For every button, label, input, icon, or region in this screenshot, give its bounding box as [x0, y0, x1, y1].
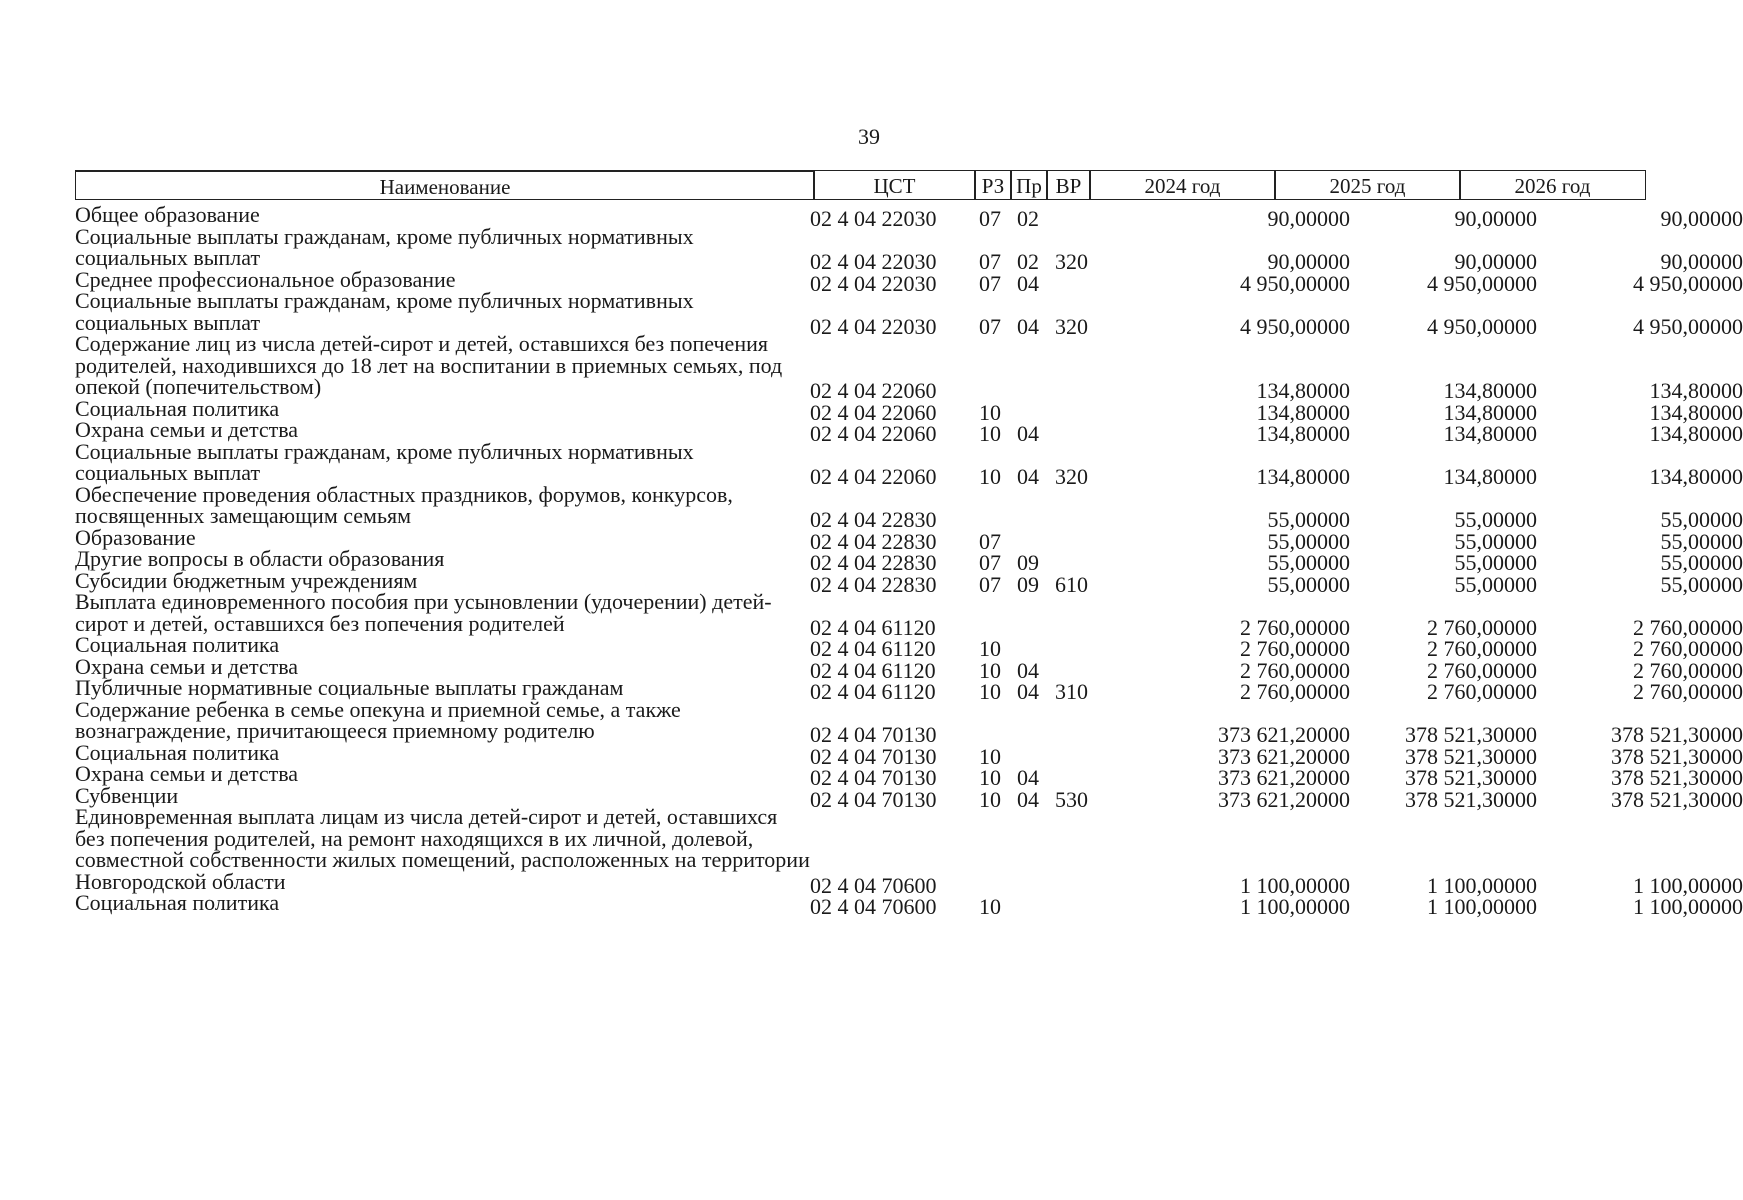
table-row [75, 288, 1743, 339]
cell-2024: 1 100,00000 [1240, 894, 1350, 919]
table-row [75, 782, 1743, 812]
cell-2024: 90,00000 [1267, 249, 1350, 274]
cell-vr: 320 [1055, 249, 1088, 274]
cell-pr: 09 [1017, 550, 1039, 575]
cell-cst: 02 4 04 61120 [810, 636, 936, 661]
cell-2024: 134,80000 [1256, 464, 1350, 489]
table-row [75, 417, 1743, 446]
table-row [75, 331, 1743, 403]
cell-name: Субсидии бюджетным учреждениям [75, 567, 418, 593]
table-row [75, 675, 1743, 704]
cell-2025: 378 521,30000 [1405, 722, 1537, 747]
cell-cst: 02 4 04 22030 [810, 313, 937, 339]
cell-2026: 55,00000 [1660, 528, 1743, 554]
cell-cst: 02 4 04 70600 [810, 894, 937, 919]
cell-rz: 07 [979, 206, 1001, 231]
cell-2025: 134,80000 [1443, 378, 1537, 403]
cell-2024: 2 760,00000 [1240, 636, 1350, 661]
table-row [75, 546, 1743, 575]
cell-2024: 55,00000 [1267, 550, 1350, 575]
cell-pr: 04 [1017, 421, 1039, 446]
cell-2025: 2 760,00000 [1427, 657, 1537, 683]
table-row [75, 804, 1743, 898]
table-row [75, 761, 1743, 790]
cell-2024: 4 950,00000 [1240, 270, 1350, 296]
cell-2024: 134,80000 [1256, 399, 1350, 425]
cell-2024: 134,80000 [1256, 421, 1350, 446]
cell-2026: 378 521,30000 [1611, 765, 1743, 790]
cell-rz: 10 [979, 894, 1001, 919]
cell-cst: 02 4 04 22030 [810, 206, 937, 231]
cell-vr: 310 [1055, 679, 1088, 704]
cell-cst: 02 4 04 70130 [810, 743, 937, 769]
cell-2024: 373 621,20000 [1218, 722, 1350, 747]
cell-rz: 10 [979, 399, 1001, 425]
cell-2024: 134,80000 [1256, 378, 1350, 403]
cell-name: Единовременная выплата лицам из числа детей-сирот и детей, оставшихся без попечения родителей, на ремонт находящихся в их личной, долевой, совместной собственности жилых помещений, расположенных на территории Новгородской области [75, 804, 810, 894]
cell-cst: 02 4 04 22060 [810, 399, 937, 425]
cell-name: Социальная политика [75, 632, 280, 657]
table-row [75, 438, 1743, 489]
table-row [75, 632, 1743, 661]
cell-rz: 07 [979, 550, 1001, 575]
cell-cst: 02 4 04 70130 [810, 722, 937, 747]
cell-cst: 02 4 04 61120 [810, 614, 936, 640]
cell-cst: 02 4 04 22830 [810, 571, 937, 597]
cell-rz: 10 [979, 421, 1001, 446]
cell-pr: 04 [1017, 765, 1039, 790]
cell-2026: 55,00000 [1660, 571, 1743, 597]
cell-cst: 02 4 04 22030 [810, 249, 937, 274]
table-row [75, 890, 1743, 919]
cell-2024: 373 621,20000 [1218, 786, 1350, 812]
cell-name: Образование [75, 524, 196, 550]
cell-2025: 378 521,30000 [1405, 786, 1537, 812]
cell-2024: 373 621,20000 [1218, 743, 1350, 769]
cell-pr: 04 [1017, 786, 1039, 812]
table-row [75, 567, 1743, 597]
cell-cst: 02 4 04 22830 [810, 507, 937, 532]
cell-2025: 1 100,00000 [1427, 872, 1537, 898]
cell-2025: 90,00000 [1454, 206, 1537, 231]
cell-2025: 134,80000 [1443, 464, 1537, 489]
cell-pr: 04 [1017, 313, 1039, 339]
cell-rz: 10 [979, 786, 1001, 812]
cell-rz: 10 [979, 464, 1001, 489]
cell-pr: 02 [1017, 206, 1039, 231]
cell-rz: 10 [979, 765, 1001, 790]
cell-2025: 55,00000 [1454, 571, 1537, 597]
cell-2024: 1 100,00000 [1240, 872, 1350, 898]
cell-2026: 378 521,30000 [1611, 743, 1743, 769]
cell-2025: 1 100,00000 [1427, 894, 1537, 919]
cell-name: Обеспечение проведения областных праздников, форумов, конкурсов, посвященных замещающим семьям [75, 481, 733, 528]
cell-name: Содержание ребенка в семье опекуна и приемной семье, а также вознаграждение, причитающееся приемному родителю [75, 696, 681, 743]
cell-rz: 10 [979, 636, 1001, 661]
cell-pr: 04 [1017, 270, 1039, 296]
cell-2026: 1 100,00000 [1633, 894, 1743, 919]
table-row [75, 589, 1743, 640]
cell-2026: 55,00000 [1660, 550, 1743, 575]
cell-name: Субвенции [75, 782, 179, 808]
cell-2026: 90,00000 [1660, 249, 1743, 274]
cell-pr: 04 [1017, 657, 1039, 683]
cell-pr: 02 [1017, 249, 1039, 274]
cell-rz: 07 [979, 270, 1001, 296]
cell-2025: 55,00000 [1454, 507, 1537, 532]
cell-2025: 2 760,00000 [1427, 636, 1537, 661]
cell-name: Социальная политика [75, 395, 280, 421]
cell-2026: 378 521,30000 [1611, 722, 1743, 747]
header-2026: 2026 год [1459, 170, 1646, 200]
cell-cst: 02 4 04 22830 [810, 528, 937, 554]
cell-2026: 378 521,30000 [1611, 786, 1743, 812]
cell-rz: 10 [979, 657, 1001, 683]
cell-name: Социальные выплаты гражданам, кроме публичных нормативных социальных выплат [75, 223, 694, 270]
cell-cst: 02 4 04 22830 [810, 550, 937, 575]
cell-2026: 134,80000 [1649, 399, 1743, 425]
cell-2026: 134,80000 [1649, 464, 1743, 489]
cell-2026: 90,00000 [1660, 206, 1743, 231]
cell-2025: 378 521,30000 [1405, 743, 1537, 769]
cell-pr: 04 [1017, 679, 1039, 704]
cell-rz: 10 [979, 679, 1001, 704]
cell-2024: 55,00000 [1267, 528, 1350, 554]
table-row [75, 524, 1743, 554]
table-row [75, 202, 1743, 231]
cell-name: Социальные выплаты гражданам, кроме публичных нормативных социальных выплат [75, 288, 694, 335]
header-vr: ВР [1046, 170, 1091, 200]
cell-vr: 610 [1055, 571, 1088, 597]
table-row [75, 653, 1743, 683]
cell-2025: 2 760,00000 [1427, 679, 1537, 704]
cell-cst: 02 4 04 70130 [810, 765, 937, 790]
cell-2024: 90,00000 [1267, 206, 1350, 231]
page-number: 39 [858, 124, 880, 149]
cell-cst: 02 4 04 22060 [810, 378, 937, 403]
cell-name: Охрана семьи и детства [75, 653, 299, 679]
cell-2025: 4 950,00000 [1427, 313, 1537, 339]
cell-name: Социальные выплаты гражданам, кроме публичных нормативных социальных выплат [75, 438, 694, 485]
cell-name: Социальная политика [75, 739, 280, 765]
header-name: Наименование [75, 170, 815, 200]
cell-cst: 02 4 04 22060 [810, 421, 937, 446]
cell-vr: 320 [1055, 313, 1088, 339]
cell-cst: 02 4 04 70600 [810, 872, 937, 898]
cell-rz: 07 [979, 571, 1001, 597]
table-row [75, 739, 1743, 769]
cell-cst: 02 4 04 61120 [810, 679, 936, 704]
cell-2026: 2 760,00000 [1633, 636, 1743, 661]
cell-rz: 07 [979, 249, 1001, 274]
cell-name: Публичные нормативные социальные выплаты гражданам [75, 675, 624, 700]
cell-name: Другие вопросы в области образования [75, 546, 445, 571]
cell-2024: 55,00000 [1267, 571, 1350, 597]
cell-2025: 4 950,00000 [1427, 270, 1537, 296]
budget-table [75, 168, 1743, 919]
cell-cst: 02 4 04 70130 [810, 786, 937, 812]
cell-2025: 55,00000 [1454, 528, 1537, 554]
cell-2026: 2 760,00000 [1633, 614, 1743, 640]
cell-2024: 2 760,00000 [1240, 657, 1350, 683]
cell-rz: 10 [979, 743, 1001, 769]
cell-name: Выплата единовременного пособия при усыновлении (удочерении) детей-сирот и детей, оставшихся без попечения родителей [75, 589, 772, 636]
cell-2026: 134,80000 [1649, 378, 1743, 403]
cell-2025: 134,80000 [1443, 399, 1537, 425]
cell-2026: 2 760,00000 [1633, 679, 1743, 704]
cell-rz: 07 [979, 313, 1001, 339]
cell-name: Содержание лиц из числа детей-сирот и детей, оставшихся без попечения родителей, находившихся до 18 лет на воспитании в приемных семьях, под опекой (попечительством) [75, 331, 783, 399]
header-cst: ЦСТ [813, 170, 976, 200]
table-header [75, 168, 1675, 204]
table-row [75, 395, 1743, 425]
cell-2026: 2 760,00000 [1633, 657, 1743, 683]
cell-cst: 02 4 04 22030 [810, 270, 937, 296]
cell-pr: 09 [1017, 571, 1039, 597]
cell-cst: 02 4 04 22060 [810, 464, 937, 489]
cell-2025: 55,00000 [1454, 550, 1537, 575]
cell-2025: 134,80000 [1443, 421, 1537, 446]
cell-vr: 530 [1055, 786, 1088, 812]
cell-name: Охрана семьи и детства [75, 417, 299, 442]
cell-2024: 4 950,00000 [1240, 313, 1350, 339]
cell-2025: 378 521,30000 [1405, 765, 1537, 790]
cell-2026: 4 950,00000 [1633, 313, 1743, 339]
header-pr: Пр [1010, 170, 1048, 200]
cell-2025: 90,00000 [1454, 249, 1537, 274]
cell-2026: 1 100,00000 [1633, 872, 1743, 898]
cell-2024: 55,00000 [1267, 507, 1350, 532]
cell-2024: 2 760,00000 [1240, 614, 1350, 640]
cell-2026: 55,00000 [1660, 507, 1743, 532]
cell-2025: 2 760,00000 [1427, 614, 1537, 640]
cell-name: Общее образование [75, 202, 260, 227]
cell-2026: 4 950,00000 [1633, 270, 1743, 296]
table-row [75, 696, 1743, 747]
header-2024: 2024 год [1089, 170, 1276, 200]
cell-2024: 373 621,20000 [1218, 765, 1350, 790]
cell-2026: 134,80000 [1649, 421, 1743, 446]
cell-name: Социальная политика [75, 890, 280, 915]
cell-vr: 320 [1055, 464, 1088, 489]
cell-rz: 07 [979, 528, 1001, 554]
table-row [75, 481, 1743, 532]
header-2025: 2025 год [1274, 170, 1461, 200]
table-row [75, 223, 1743, 274]
cell-name: Среднее профессиональное образование [75, 266, 456, 292]
cell-2024: 2 760,00000 [1240, 679, 1350, 704]
cell-cst: 02 4 04 61120 [810, 657, 936, 683]
table-row [75, 266, 1743, 296]
table-body [75, 202, 1743, 919]
cell-name: Охрана семьи и детства [75, 761, 299, 786]
header-rz: РЗ [974, 170, 1012, 200]
cell-pr: 04 [1017, 464, 1039, 489]
